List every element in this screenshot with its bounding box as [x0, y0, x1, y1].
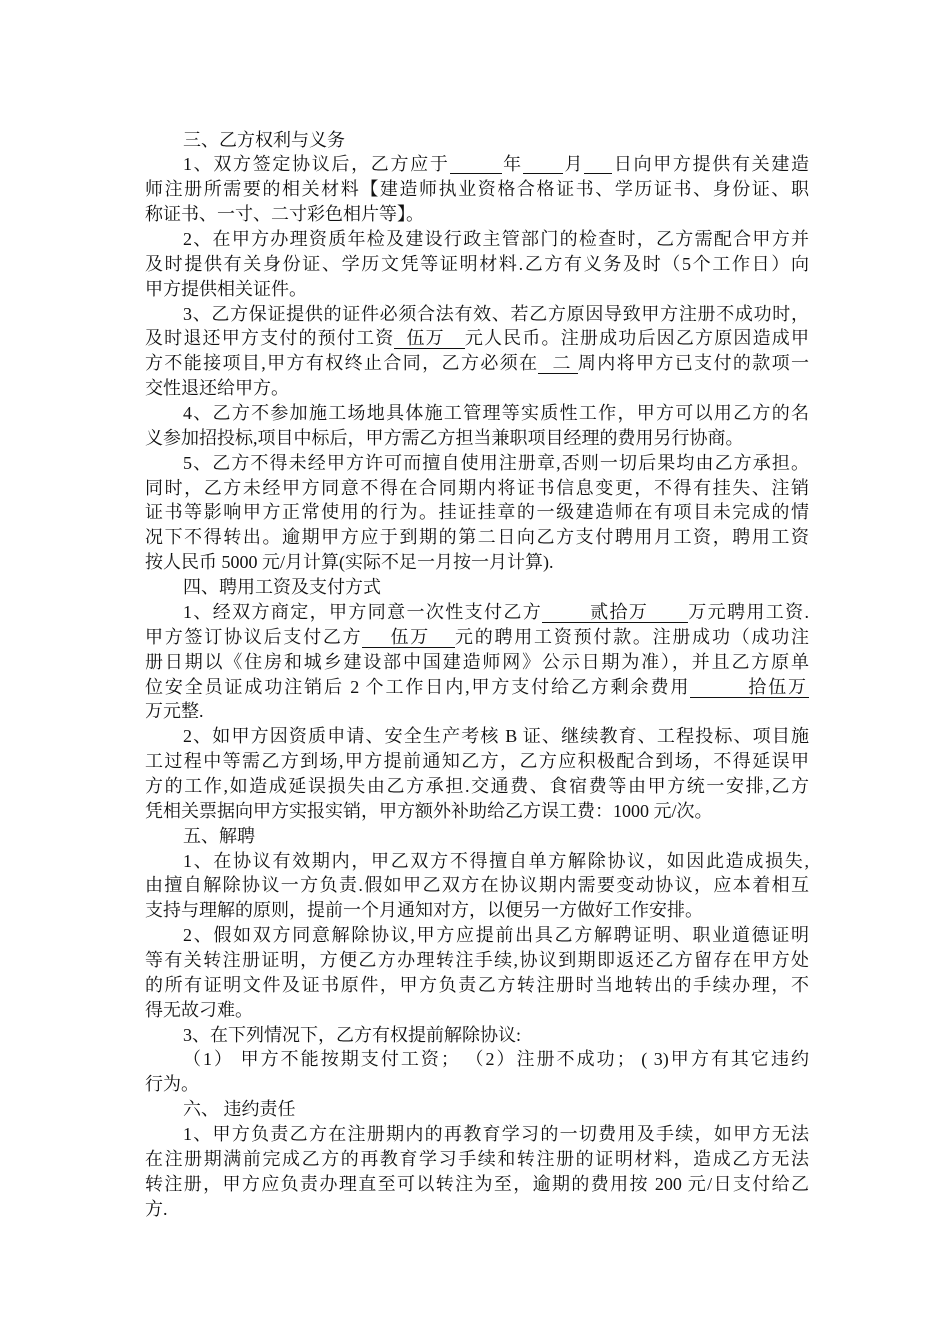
doc-line: 1、甲方负责乙方在注册期内的再教育学习的一切费用及手续，如甲方无法 [183, 1123, 809, 1144]
doc-line: 况下不得转出。逾期甲方应于到期的第二日向乙方支付聘用月工资，聘用工资 [145, 527, 809, 548]
clause-paragraph [145, 724, 809, 823]
clause-paragraph [145, 1047, 809, 1097]
clause-paragraph [145, 1122, 809, 1221]
section-salary-payment [145, 575, 809, 824]
doc-line: 同时，乙方未经甲方同意不得在合同期内将证书信息变更，不得有挂失、注销 [145, 477, 809, 498]
underlined-value: 伍万 [362, 627, 455, 648]
doc-line: 工过程中等需乙方到场,甲方提前通知乙方，乙方应积极配合到场，不得延误甲 [145, 751, 809, 772]
doc-line: 2、在甲方办理资质年检及建设行政主管部门的检查时，乙方需配合甲方并 [183, 229, 809, 250]
doc-line: 2、如甲方因资质申请、安全生产考核 B 证、继续教育、工程投标、项目施 [183, 726, 809, 747]
doc-line: 证书等影响甲方正常使用的行为。挂证挂章的一级建造师在有项目未完成的情 [145, 502, 809, 523]
line-text: 1、双方签定协议后，乙方应于 [183, 154, 450, 175]
doc-line: 2、假如双方同意解除协议,甲方应提前出具乙方解聘证明、职业道德证明 [183, 925, 809, 946]
doc-line: 3、在下列情况下，乙方有权提前解除协议: [183, 1024, 521, 1045]
doc-line: 4、乙方不参加施工场地具体施工管理等实质性工作，甲方可以用乙方的名 [183, 403, 809, 424]
underlined-value: 伍万 [394, 328, 464, 349]
doc-line: 的所有证明文件及证书原件，甲方负责乙方转注册时当地转出的手续办理，不 [145, 974, 809, 995]
doc-line: 交性退还给甲方。 [145, 378, 289, 399]
doc-line: 支持与理解的原则，提前一个月通知对方，以便另一方做好工作安排。 [145, 900, 703, 921]
blank-field-day [584, 161, 612, 174]
clause-paragraph [145, 227, 809, 302]
doc-line [145, 351, 809, 376]
line-text: 位安全员证成功注销后 2 个工作日内,甲方支付给乙方剩余费用 [145, 676, 691, 697]
line-text: 周内将甲方已支付的款项一 [577, 353, 810, 374]
line-text: 月 [562, 154, 585, 175]
doc-line: 万元整. [145, 701, 204, 722]
clause-paragraph [145, 600, 809, 724]
clause-paragraph [145, 923, 809, 1022]
clause-paragraph [145, 152, 809, 227]
doc-line: 及时提供有关身份证、学历文凭等证明材料.乙方有义务及时（5个工作日）向 [145, 253, 809, 274]
section-heading: 三、乙方权利与义务 [183, 129, 345, 150]
doc-line: 转注册，甲方应负责办理直至可以转注为至，逾期的费用按 200 元/日支付给乙 [145, 1173, 809, 1194]
doc-line: 在注册期满前完成乙方的再教育学习手续和转注册的证明材料，造成乙方无法 [145, 1148, 809, 1169]
line-text: 甲方签订协议后支付乙方 [145, 626, 363, 647]
doc-line: 1、在协议有效期内，甲乙双方不得擅自单方解除协议，如因此造成损失, [183, 850, 809, 871]
doc-line: 册日期以《住房和城乡建设部中国建造师网》公示日期为准），并且乙方原单 [145, 651, 809, 672]
line-text: 万元聘用工资. [688, 601, 809, 622]
line-text: 1、经双方商定，甲方同意一次性支付乙方 [183, 601, 543, 622]
line-text: 日向甲方提供有关建造 [612, 154, 810, 175]
doc-line [145, 326, 809, 351]
doc-line: 师注册所需要的相关材料【建造师执业资格合格证书、学历证书、身份证、职 [145, 179, 809, 200]
line-text: 元的聘用工资预付款。注册成功（成功注 [454, 626, 810, 647]
doc-line: 称证书、一寸、二寸彩色相片等】。 [145, 204, 424, 225]
blank-field-month [523, 161, 563, 174]
doc-line: 等有关转注册证明，方便乙方办理转注手续,协议到期即返还乙方留存在甲方处 [145, 949, 809, 970]
line-text: 年 [501, 154, 523, 175]
underlined-value: 拾伍万 [690, 677, 809, 698]
doc-line: 3、乙方保证提供的证件必须合法有效、若乙方原因导致甲方注册不成功时， [183, 303, 809, 324]
doc-line: 义参加招投标,项目中标后，甲方需乙方担当兼职项目经理的费用另行协商。 [145, 427, 744, 448]
doc-line: 行为。 [145, 1074, 199, 1095]
doc-line: 方. [145, 1198, 168, 1219]
section-party-b-rights-obligations [145, 128, 809, 575]
doc-line [145, 152, 809, 177]
clause-paragraph [145, 1023, 809, 1048]
section-heading: 五、解聘 [183, 825, 255, 846]
doc-line [145, 625, 809, 650]
line-text: 及时退还甲方支付的预付工资 [145, 328, 395, 349]
doc-line: 凭相关票据向甲方实报实销，甲方额外补助给乙方误工费：1000 元/次。 [145, 800, 713, 821]
underlined-value: 二 [538, 353, 577, 374]
clause-paragraph [145, 401, 809, 451]
doc-line: （1） 甲方不能按期支付工资； （2）注册不成功； ( 3)甲方有其它违约 [183, 1049, 809, 1070]
underlined-value: 贰拾万 [542, 602, 688, 623]
clause-paragraph [145, 302, 809, 401]
section-termination [145, 824, 809, 1097]
line-text: 元人民币。注册成功后因乙方原因造成甲 [464, 328, 809, 349]
doc-line: 得无故刁难。 [145, 999, 253, 1020]
doc-line: 甲方提供相关证件。 [145, 278, 307, 299]
clause-paragraph [145, 451, 809, 575]
blank-field-year [450, 161, 502, 174]
doc-line [145, 675, 809, 700]
line-text: 方不能接项目,甲方有权终止合同，乙方必须在 [145, 353, 539, 374]
section-heading: 四、聘用工资及支付方式 [183, 577, 381, 598]
doc-line: 由擅自解除协议一方负责.假如甲乙双方在协议期内需要变动协议，应本着相互 [145, 875, 809, 896]
clause-paragraph [145, 849, 809, 924]
doc-line [145, 600, 809, 625]
section-heading: 六、 违约责任 [183, 1099, 296, 1120]
doc-line: 5、乙方不得未经甲方许可而擅自使用注册章,否则一切后果均由乙方承担。 [183, 452, 809, 473]
doc-line: 方的工作,如造成延误损失由乙方承担.交通费、食宿费等由甲方统一安排,乙方 [145, 775, 809, 796]
section-breach-liability [145, 1097, 809, 1221]
doc-line: 按人民币 5000 元/月计算(实际不足一月按一月计算). [145, 552, 554, 573]
contract-page [145, 128, 809, 1222]
